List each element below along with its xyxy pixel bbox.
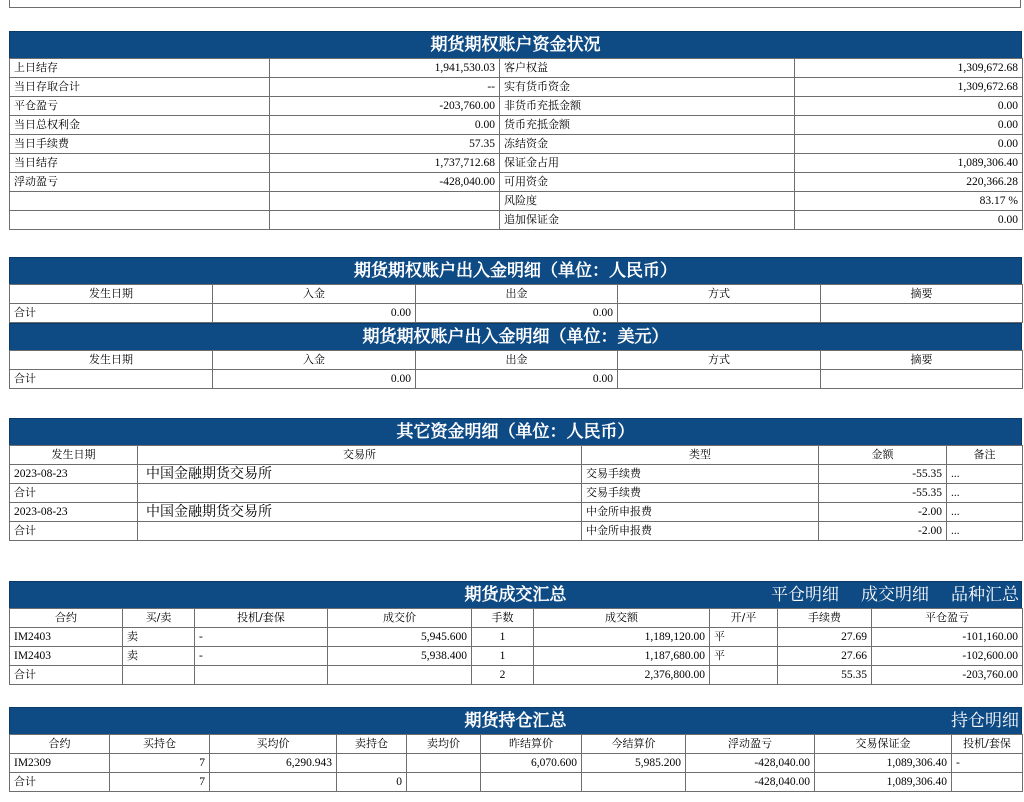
inout-usd-table: [9, 350, 1023, 389]
cell-side: 卖: [123, 647, 195, 666]
column-header: 合约: [10, 609, 123, 628]
cell-exchange: 中国金融期货交易所: [138, 503, 582, 522]
field-value: 0.00: [270, 116, 500, 135]
cell-sell-avg: [407, 773, 481, 792]
position-summary-section: [9, 707, 1022, 792]
cell-date: 2023-08-23: [10, 465, 138, 484]
table-row: [10, 304, 1023, 323]
col-exchange: 交易所: [138, 446, 582, 465]
cell-fee: 27.69: [778, 628, 872, 647]
cell-margin: 1,089,306.40: [815, 773, 952, 792]
cell-hedge: -: [952, 754, 1023, 773]
table-row: [10, 135, 1023, 154]
field-label: 当日结存: [10, 154, 270, 173]
cell-hedge: [952, 773, 1023, 792]
cell-buy-avg: [210, 773, 337, 792]
cell-hedge: [195, 666, 328, 685]
other-funds-section: [9, 418, 1022, 541]
cell-float-pnl: -428,040.00: [686, 773, 815, 792]
field-label: 风险度: [500, 192, 795, 211]
field-value: 1,737,712.68: [270, 154, 500, 173]
cell-contract: 合计: [10, 666, 123, 685]
field-label: 保证金占用: [500, 154, 795, 173]
total-label: 合计: [10, 304, 213, 323]
cell-note: ...: [947, 484, 1023, 503]
table-row: [10, 666, 1023, 685]
column-header: 卖持仓: [337, 735, 407, 754]
cell-amount: 2,376,800.00: [534, 666, 710, 685]
cell-amount: -2.00: [819, 522, 947, 541]
cell-contract: IM2309: [10, 754, 110, 773]
cell-side: [123, 666, 195, 685]
cell-fee: 27.66: [778, 647, 872, 666]
cell-buy-avg: 6,290.943: [210, 754, 337, 773]
table-row: [10, 59, 1023, 78]
cell-sell-pos: [337, 754, 407, 773]
position-summary-title: 期货持仓汇总: [464, 711, 567, 731]
col-method: 方式: [618, 285, 821, 304]
field-label: 当日存取合计: [10, 78, 270, 97]
cell-sell-pos: 0: [337, 773, 407, 792]
col-out: 出金: [416, 285, 618, 304]
table-row: [10, 78, 1023, 97]
total-label: 合计: [10, 370, 213, 389]
link-position-detail[interactable]: 持仓明细: [951, 711, 1019, 731]
field-label: 平仓盈亏: [10, 97, 270, 116]
column-header: 买持仓: [110, 735, 210, 754]
table-row: [10, 97, 1023, 116]
field-label: 当日手续费: [10, 135, 270, 154]
field-label: [10, 192, 270, 211]
column-header: 合约: [10, 735, 110, 754]
cell-amount: -55.35: [819, 465, 947, 484]
field-value: -203,760.00: [270, 97, 500, 116]
trade-summary-table: [9, 608, 1023, 685]
col-type: 类型: [582, 446, 819, 465]
total-out: 0.00: [416, 370, 618, 389]
cell-today-settle: 5,985.200: [582, 754, 686, 773]
field-label: 当日总权利金: [10, 116, 270, 135]
cell-date: 合计: [10, 484, 138, 503]
cell-pnl: -203,760.00: [872, 666, 1023, 685]
field-value: 0.00: [795, 116, 1023, 135]
col-in: 入金: [213, 285, 416, 304]
position-summary-table: [9, 734, 1023, 792]
field-value: 0.00: [795, 135, 1023, 154]
cell-type: 中金所申报费: [582, 522, 819, 541]
column-header: 投机/套保: [952, 735, 1023, 754]
cell-price: [328, 666, 472, 685]
cell-price: 5,945.600: [328, 628, 472, 647]
col-in: 入金: [213, 351, 416, 370]
account-status-table: [9, 58, 1023, 230]
cell-note: ...: [947, 503, 1023, 522]
cell-prev-settle: [481, 773, 582, 792]
table-row: [10, 154, 1023, 173]
cell-exchange: [138, 522, 582, 541]
inout-section: [9, 257, 1022, 389]
table-row: [10, 522, 1023, 541]
table-row: [10, 484, 1023, 503]
column-header: 手续费: [778, 609, 872, 628]
cell-sell-avg: [407, 754, 481, 773]
cell-date: 2023-08-23: [10, 503, 138, 522]
table-row: [10, 628, 1023, 647]
column-header: 卖均价: [407, 735, 481, 754]
cell-exchange: [138, 484, 582, 503]
cell-amount: -2.00: [819, 503, 947, 522]
cell-oc: [710, 666, 778, 685]
column-header: 交易保证金: [815, 735, 952, 754]
table-row: [10, 192, 1023, 211]
cell-margin: 1,089,306.40: [815, 754, 952, 773]
other-funds-title: 其它资金明细（单位：人民币）: [9, 418, 1022, 445]
cell-contract: IM2403: [10, 647, 123, 666]
column-header: 昨结算价: [481, 735, 582, 754]
cell-contract: 合计: [10, 773, 110, 792]
column-header: 开/平: [710, 609, 778, 628]
cell-oc: 平: [710, 628, 778, 647]
cell-buy-pos: 7: [110, 754, 210, 773]
link-product-summary[interactable]: 品种汇总: [951, 585, 1019, 605]
cell-type: 交易手续费: [582, 484, 819, 503]
cell-fee: 55.35: [778, 666, 872, 685]
cell-contract: IM2403: [10, 628, 123, 647]
account-status-title: 期货期权账户资金状况: [9, 31, 1022, 58]
cell-lots: 1: [472, 628, 534, 647]
field-label: 浮动盈亏: [10, 173, 270, 192]
cell-lots: 1: [472, 647, 534, 666]
table-row: [10, 503, 1023, 522]
cell-prev-settle: 6,070.600: [481, 754, 582, 773]
cell-oc: 平: [710, 647, 778, 666]
account-status-section: [9, 31, 1022, 230]
field-value: 1,941,530.03: [270, 59, 500, 78]
field-label: 客户权益: [500, 59, 795, 78]
field-value: --: [270, 78, 500, 97]
field-value: 1,309,672.68: [795, 59, 1023, 78]
inout-cny-title: 期货期权账户出入金明细（单位：人民币）: [9, 257, 1022, 284]
field-value: 57.35: [270, 135, 500, 154]
cell-amount: 1,187,680.00: [534, 647, 710, 666]
col-date: 发生日期: [10, 351, 213, 370]
col-summary: 摘要: [821, 285, 1023, 304]
column-header: 买/卖: [123, 609, 195, 628]
column-header: 成交额: [534, 609, 710, 628]
cell-price: 5,938.400: [328, 647, 472, 666]
cell-note: ...: [947, 522, 1023, 541]
field-value: [270, 192, 500, 211]
field-value: -428,040.00: [270, 173, 500, 192]
field-value: 0.00: [795, 97, 1023, 116]
field-label: 实有货币资金: [500, 78, 795, 97]
cell-type: 交易手续费: [582, 465, 819, 484]
field-value: 220,366.28: [795, 173, 1023, 192]
cell-float-pnl: -428,040.00: [686, 754, 815, 773]
total-out: 0.00: [416, 304, 618, 323]
col-date: 发生日期: [10, 446, 138, 465]
table-row: [10, 773, 1023, 792]
cell-amount: 1,189,120.00: [534, 628, 710, 647]
column-header: 浮动盈亏: [686, 735, 815, 754]
field-value: 1,309,672.68: [795, 78, 1023, 97]
total-in: 0.00: [213, 370, 416, 389]
column-header: 成交价: [328, 609, 472, 628]
cell-buy-pos: 7: [110, 773, 210, 792]
cell-lots: 2: [472, 666, 534, 685]
cell-type: 中金所申报费: [582, 503, 819, 522]
field-label: 上日结存: [10, 59, 270, 78]
column-header: 今结算价: [582, 735, 686, 754]
column-header: 投机/套保: [195, 609, 328, 628]
total-in: 0.00: [213, 304, 416, 323]
inout-cny-table: [9, 284, 1023, 323]
col-method: 方式: [618, 351, 821, 370]
column-header: 手数: [472, 609, 534, 628]
top-frame-remnant: [9, 0, 1021, 8]
column-header: 买均价: [210, 735, 337, 754]
cell-today-settle: [582, 773, 686, 792]
col-out: 出金: [416, 351, 618, 370]
table-row: [10, 211, 1023, 230]
table-row: [10, 370, 1023, 389]
col-note: 备注: [947, 446, 1023, 465]
cell-note: ...: [947, 465, 1023, 484]
cell-pnl: -101,160.00: [872, 628, 1023, 647]
other-funds-table: [9, 445, 1023, 541]
table-row: [10, 116, 1023, 135]
field-label: 可用资金: [500, 173, 795, 192]
table-row: [10, 465, 1023, 484]
cell-amount: -55.35: [819, 484, 947, 503]
field-value: 1,089,306.40: [795, 154, 1023, 173]
col-summary: 摘要: [821, 351, 1023, 370]
column-header: 平仓盈亏: [872, 609, 1023, 628]
cell-hedge: -: [195, 628, 328, 647]
inout-usd-title: 期货期权账户出入金明细（单位：美元）: [9, 323, 1022, 350]
cell-side: 卖: [123, 628, 195, 647]
table-row: [10, 754, 1023, 773]
field-label: 非货币充抵金额: [500, 97, 795, 116]
trade-summary-title: 期货成交汇总: [464, 585, 567, 605]
cell-pnl: -102,600.00: [872, 647, 1023, 666]
cell-exchange: 中国金融期货交易所: [138, 465, 582, 484]
table-row: [10, 173, 1023, 192]
field-label: 追加保证金: [500, 211, 795, 230]
trade-summary-section: [9, 581, 1022, 685]
link-close-detail[interactable]: 平仓明细: [771, 585, 839, 605]
field-value: [270, 211, 500, 230]
cell-date: 合计: [10, 522, 138, 541]
table-row: [10, 647, 1023, 666]
field-label: [10, 211, 270, 230]
col-amount: 金额: [819, 446, 947, 465]
field-value: 0.00: [795, 211, 1023, 230]
field-label: 货币充抵金额: [500, 116, 795, 135]
field-label: 冻结资金: [500, 135, 795, 154]
field-value: 83.17 %: [795, 192, 1023, 211]
cell-hedge: -: [195, 647, 328, 666]
col-date: 发生日期: [10, 285, 213, 304]
link-trade-detail[interactable]: 成交明细: [861, 585, 929, 605]
